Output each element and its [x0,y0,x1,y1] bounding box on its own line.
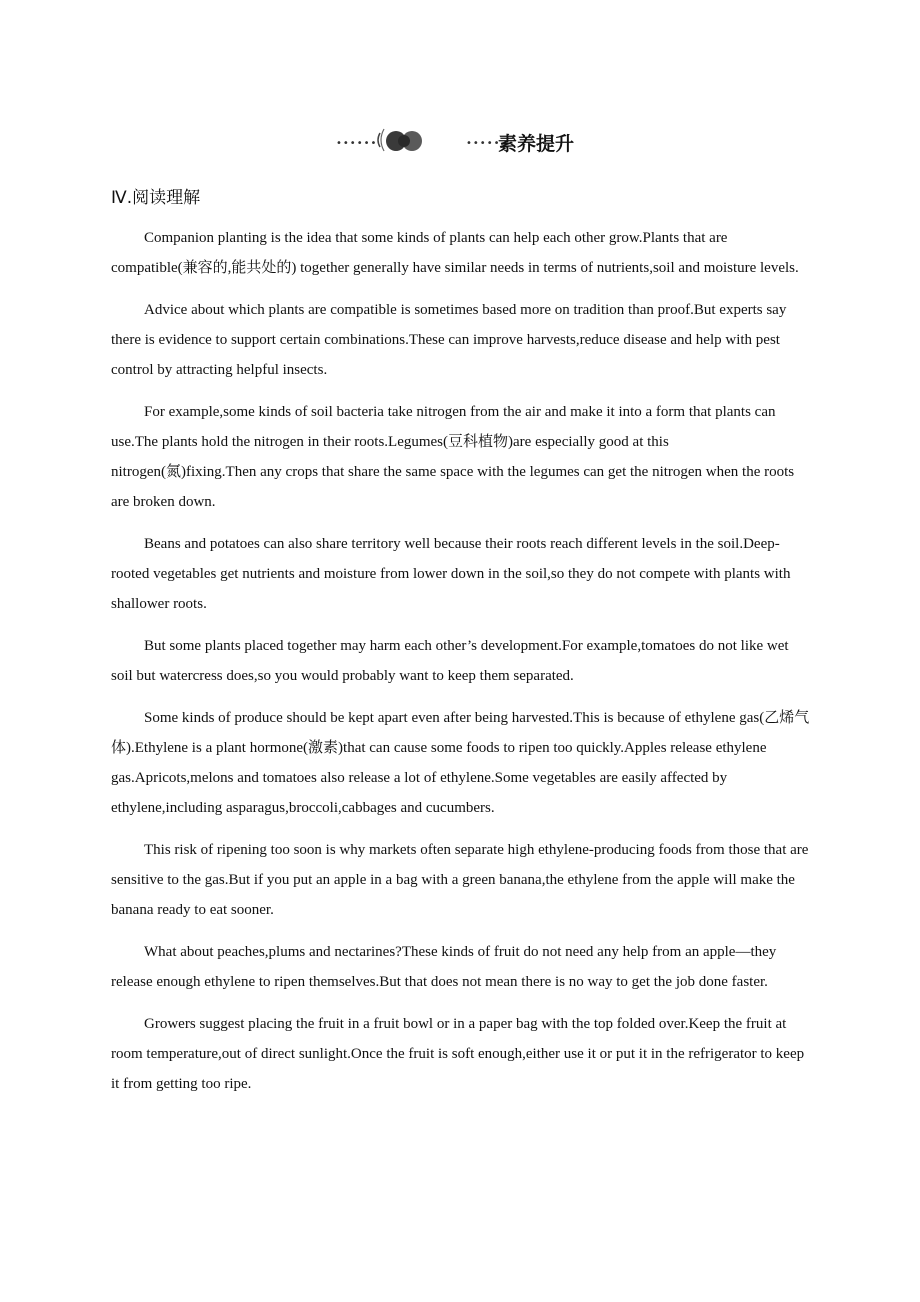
paragraph: Advice about which plants are compatible is sometimes based more on tradition than proof.But experts say there is evidence to support certain combinations.These can improve harvests,reduce disease and help with pest control by attracting helpful insects. [111,302,787,378]
paragraph: Growers suggest placing the fruit in a fruit bowl or in a paper bag with the top folded over.Keep the fruit at room temperature,out of direct sunlight.Once the fruit is soft enough,either use it or put it in the refrigerator to keep it from getting too ripe. [111,1016,805,1092]
section-header [0,120,920,160]
question-type-label: Ⅳ.阅读理解 [111,188,201,208]
paragraph: This risk of ripening too soon is why markets often separate high ethylene-producing foods from those that are sensitive to the gas.But if you put an apple in a bag with a green banana,the ethylene from the apple will make the banana ready to eat sooner. [111,842,809,918]
section-title: 素养提升 [498,133,575,155]
paragraph: Beans and potatoes can also share territory well because their roots reach different levels in the soil.Deep-rooted vegetables get nutrients and moisture from lower down in the soil,so they do not compete with plants with shallower roots. [111,536,791,612]
reading-passage [111,223,811,1111]
paragraph: But some plants placed together may harm each other’s development.For example,tomatoes do not like wet soil but watercress does,so you would probably want to keep them separated. [111,638,789,684]
decorative-dots-right: ••••• [466,138,501,149]
paragraph: Some kinds of produce should be kept apart even after being harvested.This is because of ethylene gas(乙烯气体).Ethylene is a plant hormone(激素)that can cause some foods to ripen too quickly.Apples release ethylene gas.Apricots,melons and tomatoes also release a lot of ethylene.Some vegetables are easily affected by ethylene,including asparagus,broccoli,cabbages and cucumbers. [111,710,810,816]
decorative-dots-left: •••••• [336,138,378,149]
paragraph: Companion planting is the idea that some kinds of plants can help each other grow.Plants that are compatible(兼容的,能共处的) together generally have similar needs in terms of nutrients,soil and moisture levels. [111,230,799,276]
circles-logo-icon [374,123,430,157]
paragraph: What about peaches,plums and nectarines?These kinds of fruit do not need any help from an apple—they release enough ethylene to ripen themselves.But that does not mean there is no way to get the job done faster. [111,944,777,990]
paragraph: For example,some kinds of soil bacteria take nitrogen from the air and make it into a form that plants can use.The plants hold the nitrogen in their roots.Legumes(豆科植物)are especially good at this nitrogen(氮)fixing.Then any crops that share the same space with the legumes can get the nitrogen when the roots are broken down. [111,404,795,510]
